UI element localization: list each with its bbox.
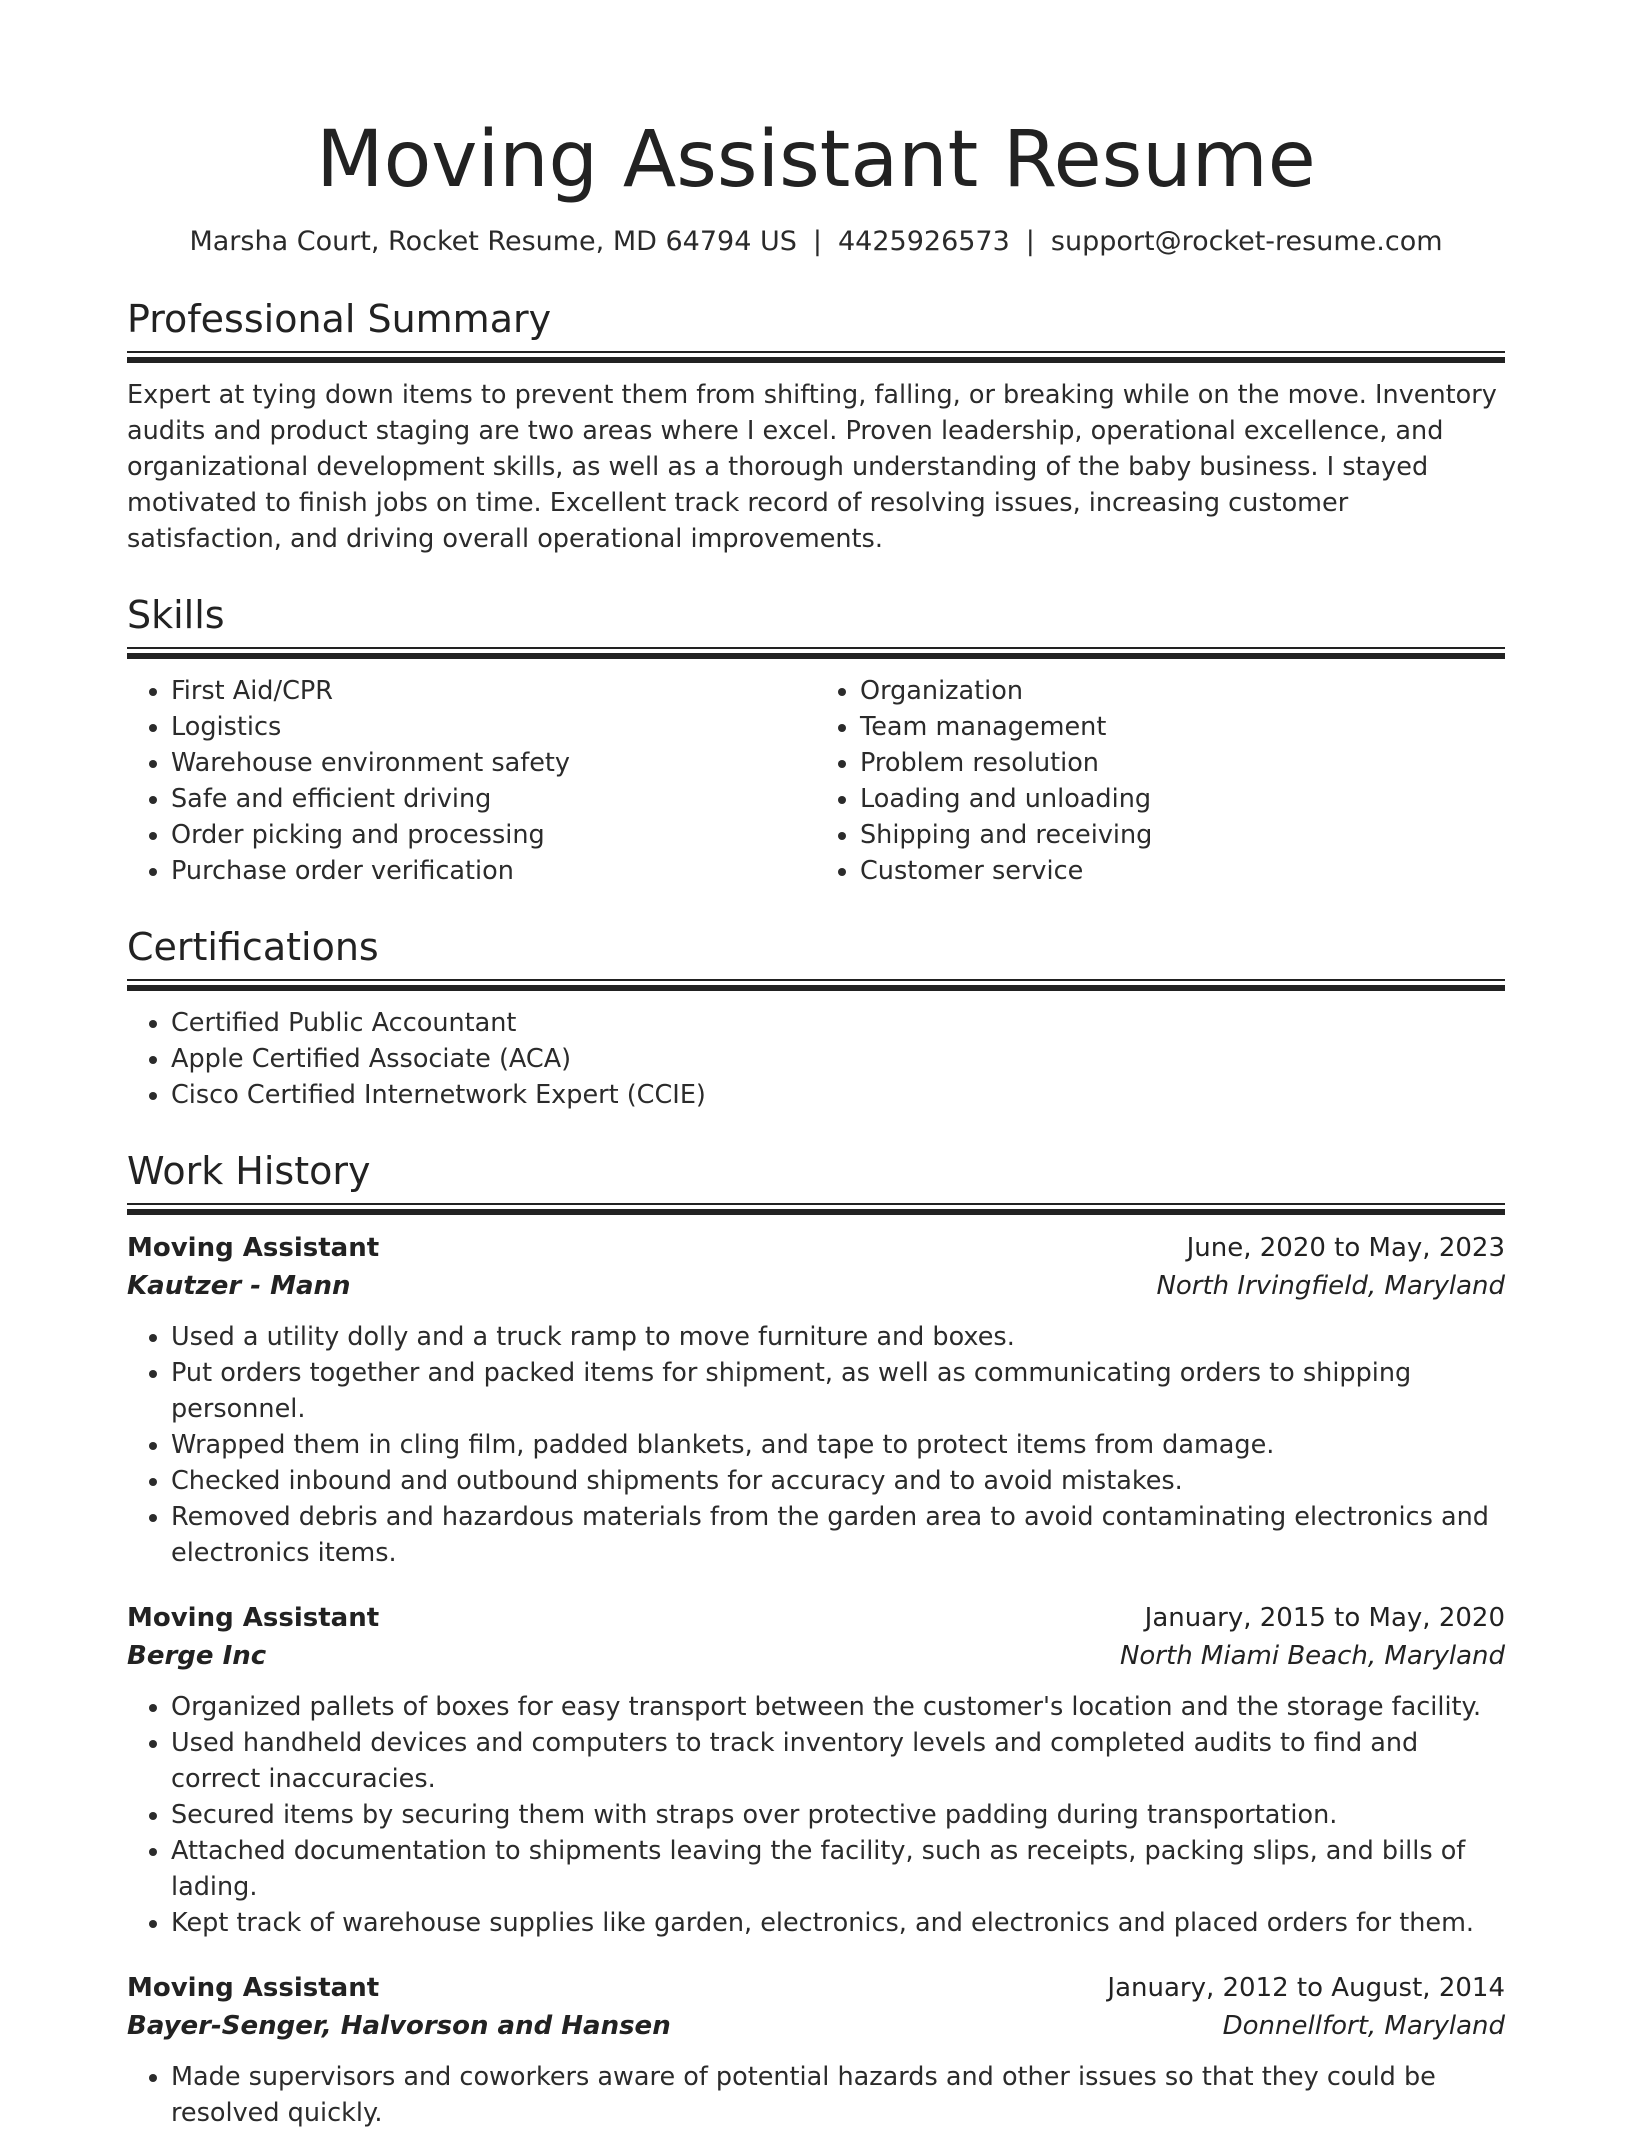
work-history-section <box>127 1149 1505 2131</box>
skills-section <box>127 593 1505 889</box>
skill-item: • Safe and efficient driving <box>171 781 816 817</box>
job-dates: June, 2020 to May, 2023 <box>1186 1232 1505 1263</box>
certifications-section <box>127 925 1505 1113</box>
job-bullet: • Used handheld devices and computers to track inventory levels and completed audits to find and correct inaccuracies. <box>171 1725 1505 1797</box>
job-title: Moving Assistant <box>127 1972 380 2003</box>
job-title: Moving Assistant <box>127 1602 380 1633</box>
job-dates: January, 2015 to May, 2020 <box>1144 1602 1505 1633</box>
section-divider <box>127 979 1505 991</box>
section-divider <box>127 647 1505 659</box>
contact-separator: | <box>1025 225 1035 257</box>
skills-list-left <box>127 673 816 889</box>
job-header <box>127 1969 1505 2007</box>
skill-item: • Purchase order verification <box>171 853 816 889</box>
section-heading-work-history: Work History <box>127 1148 371 1193</box>
contact-line <box>127 226 1505 257</box>
job-subheader <box>127 2007 1505 2045</box>
certification-item: • Cisco Certified Internetwork Expert (CCIE) <box>171 1077 1505 1113</box>
job-entry <box>127 1599 1505 1941</box>
job-company: Berge Inc <box>127 1640 267 1671</box>
summary-section <box>127 297 1505 557</box>
job-bullet: • Made supervisors and coworkers aware of potential hazards and other issues so that they could be resolved quickly. <box>171 2059 1505 2131</box>
job-dates: January, 2012 to August, 2014 <box>1107 1972 1505 2003</box>
job-title: Moving Assistant <box>127 1232 380 1263</box>
contact-separator: | <box>812 225 822 257</box>
job-company: Kautzer - Mann <box>127 1270 351 1301</box>
job-bullet: • Secured items by securing them with straps over protective padding during transportation. <box>171 1797 1505 1833</box>
skill-item: • Organization <box>860 673 1505 709</box>
job-location: Donnellfort, Maryland <box>1222 2010 1505 2041</box>
skill-item: • First Aid/CPR <box>171 673 816 709</box>
job-bullets <box>127 2059 1505 2131</box>
job-bullet: • Wrapped them in cling film, padded blankets, and tape to protect items from damage. <box>171 1427 1505 1463</box>
skills-list-right <box>816 673 1505 889</box>
job-header <box>127 1599 1505 1637</box>
skill-item: • Team management <box>860 709 1505 745</box>
section-heading-skills: Skills <box>127 592 225 637</box>
section-heading-summary: Professional Summary <box>127 296 552 341</box>
job-bullet: • Used a utility dolly and a truck ramp to move furniture and boxes. <box>171 1319 1505 1355</box>
job-location: North Irvingfield, Maryland <box>1156 1270 1505 1301</box>
job-bullet: • Put orders together and packed items for shipment, as well as communicating orders to shipping personnel. <box>171 1355 1505 1427</box>
job-bullets <box>127 1689 1505 1941</box>
job-entry <box>127 1969 1505 2131</box>
job-subheader <box>127 1637 1505 1675</box>
job-bullets <box>127 1319 1505 1571</box>
skill-item: • Shipping and receiving <box>860 817 1505 853</box>
contact-phone: 4425926573 <box>838 225 1010 257</box>
contact-email: support@rocket-resume.com <box>1050 225 1443 257</box>
resume-title: Moving Assistant Resume <box>316 115 1316 205</box>
skill-item: • Warehouse environment safety <box>171 745 816 781</box>
skill-item: • Customer service <box>860 853 1505 889</box>
summary-text: Expert at tying down items to prevent them from shifting, falling, or breaking while on the move. Inventory audits and product staging are two areas where I excel. Proven leadership, operational excellence, and organizational development skills, as well as a thorough understanding of the baby business. I stayed motivated to finish jobs on time. Excellent track record of resolving issues, increasing customer satisfaction, and driving overall operational improvements. <box>127 379 1497 554</box>
job-bullet: • Kept track of warehouse supplies like garden, electronics, and electronics and placed orders for them. <box>171 1905 1505 1941</box>
job-location: North Miami Beach, Maryland <box>1119 1640 1505 1671</box>
job-company: Bayer-Senger, Halvorson and Hansen <box>127 2010 671 2041</box>
section-heading-certifications: Certifications <box>127 924 379 969</box>
skill-item: • Logistics <box>171 709 816 745</box>
skill-item: • Problem resolution <box>860 745 1505 781</box>
section-divider <box>127 351 1505 363</box>
job-bullet: • Organized pallets of boxes for easy transport between the customer's location and the storage facility. <box>171 1689 1505 1725</box>
certification-item: • Certified Public Accountant <box>171 1005 1505 1041</box>
skills-columns <box>127 673 1505 889</box>
contact-address: Marsha Court, Rocket Resume, MD 64794 US <box>189 225 797 257</box>
job-header <box>127 1229 1505 1267</box>
job-bullet: • Attached documentation to shipments leaving the facility, such as receipts, packing slips, and bills of lading. <box>171 1833 1505 1905</box>
certifications-list <box>127 1005 1505 1113</box>
job-bullet: • Checked inbound and outbound shipments for accuracy and to avoid mistakes. <box>171 1463 1505 1499</box>
certification-item: • Apple Certified Associate (ACA) <box>171 1041 1505 1077</box>
skill-item: • Loading and unloading <box>860 781 1505 817</box>
job-subheader <box>127 1267 1505 1305</box>
job-entry <box>127 1229 1505 1571</box>
job-bullet: • Removed debris and hazardous materials from the garden area to avoid contaminating electronics and electronics items. <box>171 1499 1505 1571</box>
skill-item: • Order picking and processing <box>171 817 816 853</box>
section-divider <box>127 1203 1505 1215</box>
